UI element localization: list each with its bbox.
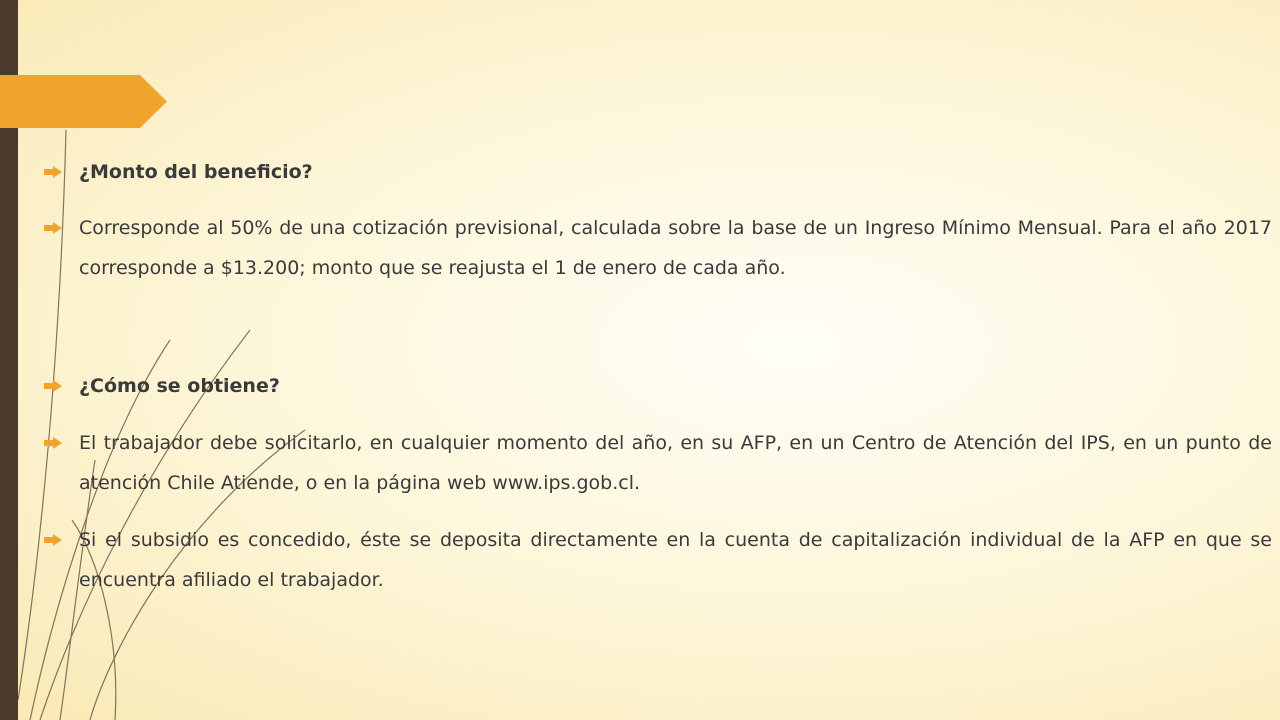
bullet-item <box>44 366 1272 406</box>
arrow-right-icon <box>44 534 62 546</box>
arrow-right-icon <box>44 166 62 178</box>
bullet-item <box>44 208 1272 288</box>
bullet-text: Corresponde al 50% de una cotización previsional, calculada sobre la base de un Ingreso Mínimo Mensual. Para el año 2017 corresponde a $13.200; monto que se reajusta el 1 de enero de cada año. <box>79 217 1272 279</box>
bullet-text: ¿Cómo se obtiene? <box>79 375 280 397</box>
bullet-item <box>44 520 1272 600</box>
bullet-text: Si el subsidio es concedido, éste se deposita directamente en la cuenta de capitalización individual de la AFP en que se encuentra afiliado el trabajador. <box>79 529 1272 591</box>
bullet-item <box>44 423 1272 503</box>
arrow-right-icon <box>44 437 62 449</box>
arrow-right-icon <box>44 380 62 392</box>
bullet-text: ¿Monto del beneficio? <box>79 161 313 183</box>
arrow-right-icon <box>44 222 62 234</box>
bullet-text: El trabajador debe solicitarlo, en cualquier momento del año, en su AFP, en un Centro de Atención del IPS, en un punto de atención Chile Atiende, o en la página web www.ips.gob.cl. <box>79 432 1272 494</box>
slide-content <box>44 0 1274 720</box>
bullet-item <box>44 152 1272 192</box>
